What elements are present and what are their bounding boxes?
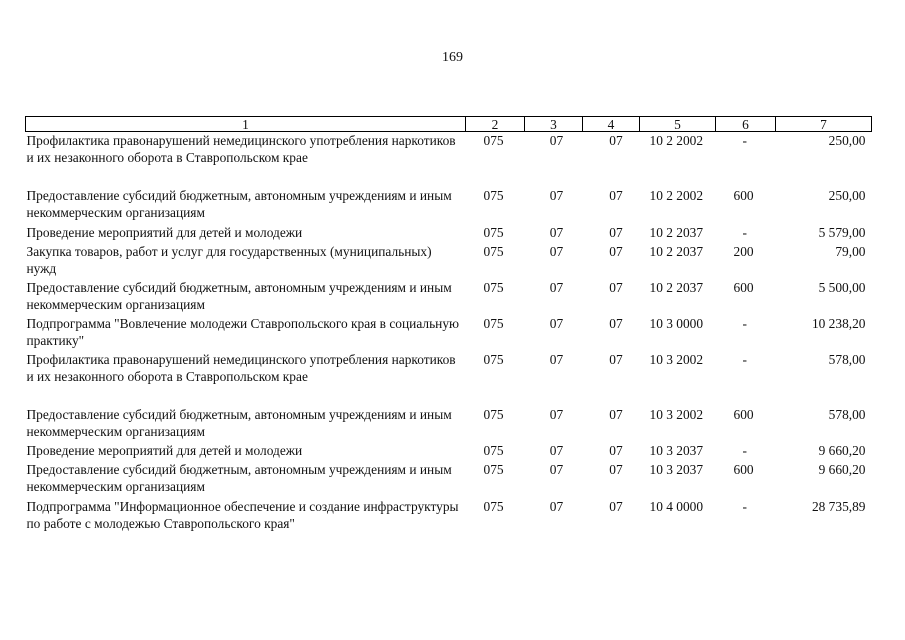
row-col-2: 075 <box>483 352 504 367</box>
row-name: Предоставление субсидий бюджетным, автономным учреждениям и иным некоммерческим организациям <box>26 280 452 312</box>
table-row <box>26 406 872 442</box>
row-col-4: 07 <box>609 280 623 295</box>
row-col-2: 075 <box>483 443 504 458</box>
row-col-3: 07 <box>549 443 564 458</box>
row-col-7: 5 500,00 <box>818 280 866 295</box>
row-col-4: 07 <box>609 443 623 458</box>
row-col-7: 9 660,20 <box>818 462 866 477</box>
column-header-6: 6 <box>716 117 776 132</box>
column-header-5: 5 <box>640 117 716 132</box>
table-row <box>26 279 872 315</box>
row-col-7: 5 579,00 <box>818 225 866 240</box>
column-header-2: 2 <box>466 117 525 132</box>
row-col-5: 10 3 2037 <box>649 462 704 477</box>
row-col-2: 075 <box>483 225 504 240</box>
column-header-7: 7 <box>776 117 872 132</box>
row-col-6: - <box>742 225 747 240</box>
row-name: Проведение мероприятий для детей и молодежи <box>26 443 303 458</box>
row-col-2: 075 <box>483 133 504 148</box>
row-name: Предоставление субсидий бюджетным, автономным учреждениям и иным некоммерческим организациям <box>26 188 452 220</box>
row-col-3: 07 <box>549 462 564 477</box>
row-col-7: 28 735,89 <box>811 499 866 514</box>
row-col-4: 07 <box>609 133 623 148</box>
row-col-4: 07 <box>609 499 623 514</box>
row-col-6: - <box>742 316 747 331</box>
row-col-3: 07 <box>549 499 564 514</box>
table-row <box>26 243 872 279</box>
row-col-3: 07 <box>549 352 564 367</box>
header-row <box>26 117 872 132</box>
page-number: 169 <box>442 50 463 65</box>
row-col-4: 07 <box>609 407 623 422</box>
row-col-3: 07 <box>549 188 564 203</box>
budget-table <box>25 116 872 534</box>
row-col-2: 075 <box>483 462 504 477</box>
row-col-7: 578,00 <box>828 407 866 422</box>
row-col-4: 07 <box>609 225 623 240</box>
row-col-3: 07 <box>549 133 564 148</box>
row-col-5: 10 3 2002 <box>649 407 704 422</box>
row-col-7: 10 238,20 <box>811 316 866 331</box>
row-col-4: 07 <box>609 244 623 259</box>
row-col-7: 9 660,20 <box>818 443 866 458</box>
table-row <box>26 351 872 406</box>
row-col-6: 600 <box>733 188 754 203</box>
row-col-6: 200 <box>733 244 754 259</box>
row-col-5: 10 3 0000 <box>649 316 704 331</box>
row-col-2: 075 <box>483 280 504 295</box>
row-col-5: 10 2 2037 <box>649 225 704 240</box>
row-col-5: 10 2 2002 <box>649 188 704 203</box>
row-name: Профилактика правонарушений немедицинского употребления наркотиков и их незаконного оборота в Ставропольском крае <box>26 352 456 384</box>
row-col-2: 075 <box>483 316 504 331</box>
row-col-6: - <box>742 352 747 367</box>
row-col-7: 578,00 <box>828 352 866 367</box>
row-col-3: 07 <box>549 244 564 259</box>
row-col-6: - <box>742 499 747 514</box>
table-row <box>26 315 872 351</box>
row-name: Проведение мероприятий для детей и молодежи <box>26 225 303 240</box>
row-col-5: 10 3 2037 <box>649 443 704 458</box>
row-col-4: 07 <box>609 352 623 367</box>
row-col-6: 600 <box>733 280 754 295</box>
column-header-3: 3 <box>525 117 583 132</box>
row-name: Предоставление субсидий бюджетным, автономным учреждениям и иным некоммерческим организациям <box>26 407 452 439</box>
table-row <box>26 132 872 188</box>
table-row <box>26 498 872 534</box>
row-name: Закупка товаров, работ и услуг для государственных (муниципальных) нужд <box>26 244 432 276</box>
column-header-1: 1 <box>26 117 466 132</box>
row-col-3: 07 <box>549 225 564 240</box>
row-col-6: - <box>742 133 747 148</box>
row-col-2: 075 <box>483 188 504 203</box>
row-col-4: 07 <box>609 316 623 331</box>
row-name: Предоставление субсидий бюджетным, автономным учреждениям и иным некоммерческим организациям <box>26 462 452 494</box>
row-col-7: 79,00 <box>835 244 866 259</box>
row-col-5: 10 2 2002 <box>649 133 704 148</box>
row-col-6: - <box>742 443 747 458</box>
row-name: Профилактика правонарушений немедицинского употребления наркотиков и их незаконного оборота в Ставропольском крае <box>26 133 456 165</box>
row-name: Подпрограмма "Вовлечение молодежи Ставропольского края в социальную практику" <box>26 316 460 348</box>
row-col-2: 075 <box>483 499 504 514</box>
table-row <box>26 442 872 461</box>
table-row <box>26 224 872 243</box>
row-col-4: 07 <box>609 188 623 203</box>
row-col-3: 07 <box>549 316 564 331</box>
row-col-6: 600 <box>733 407 754 422</box>
row-col-5: 10 3 2002 <box>649 352 704 367</box>
column-header-4: 4 <box>583 117 640 132</box>
row-col-3: 07 <box>549 407 564 422</box>
row-col-3: 07 <box>549 280 564 295</box>
row-col-5: 10 2 2037 <box>649 244 704 259</box>
row-col-7: 250,00 <box>828 188 866 203</box>
row-col-5: 10 4 0000 <box>649 499 704 514</box>
table-row <box>26 187 872 224</box>
row-col-6: 600 <box>733 462 754 477</box>
row-col-7: 250,00 <box>828 133 866 148</box>
row-col-4: 07 <box>609 462 623 477</box>
row-col-5: 10 2 2037 <box>649 280 704 295</box>
row-col-2: 075 <box>483 244 504 259</box>
row-name: Подпрограмма "Информационное обеспечение и создание инфраструктуры по работе с молодежью Ставропольского края" <box>26 499 459 531</box>
row-col-2: 075 <box>483 407 504 422</box>
table-row <box>26 461 872 498</box>
